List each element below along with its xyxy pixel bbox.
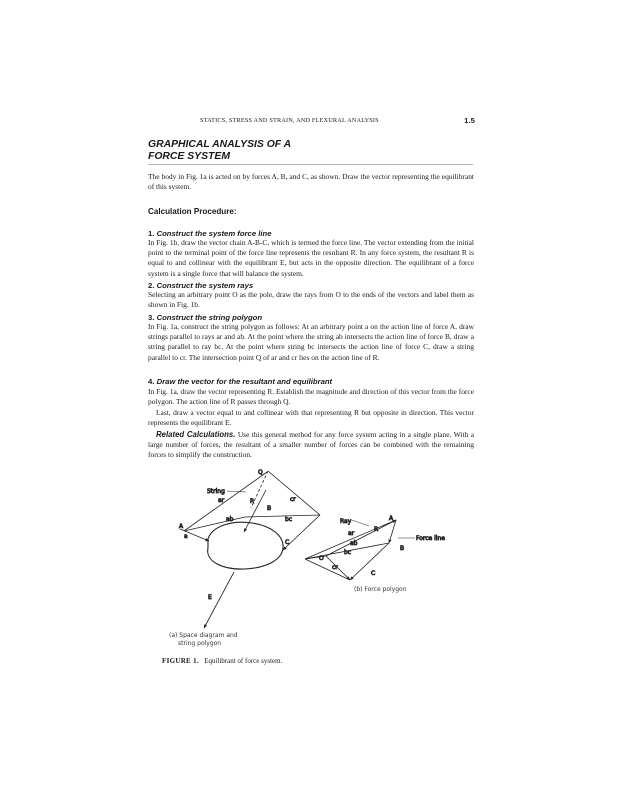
label-a: a [184,533,188,540]
label-poly-O: O [319,555,324,562]
label-poly-ab: ab [350,540,358,547]
label-ar: ar [218,497,225,504]
related-label: Related Calculations. [156,430,236,439]
string-ab [184,517,245,531]
step-3-number: 3. [148,313,155,322]
page-number: 1.5 [464,116,475,125]
caption-b: (b) Force polygon [354,586,407,593]
label-E: E [208,594,212,601]
ray-ar [326,520,396,556]
vector-R [326,556,350,580]
label-poly-bc: bc [344,549,352,556]
label-poly-A: A [389,515,394,522]
string-bc [245,515,320,517]
label-ab: ab [226,516,234,523]
label-ray: Ray [340,518,352,525]
step-2-title: Construct the system rays [156,281,254,290]
caption-a-line-2: string polygon [178,640,222,647]
ray-cr [305,559,350,580]
label-poly-ar: ar [348,530,355,537]
step-1-title: Construct the system force line [156,229,272,238]
intro-paragraph: The body in Fig. 1a is acted on by forces A, B, and C, as shown. Draw the vector representing the equilibrant of this system. [148,172,474,192]
caption-a-line-1: (a) Space diagram and [169,632,238,639]
title-rule [148,164,473,165]
step-1-body: In Fig. 1b, draw the vector chain A-B-C, which is termed the force line. The vector extending from the initial point to the terminal point of the force line represents the resultant R. In any force system, the resultant R is equal to and collinear with the equilibrant E, but acts in the opposite direction. The equilibrant of a force system is a single force that will balance the system. [148,238,474,278]
step-3-title: Construct the string polygon [156,313,263,322]
figure-caption-text: Equilibrant of force system. [204,657,283,665]
section-title-line-2: FORCE SYSTEM [148,151,230,162]
label-poly-R: R [374,526,379,533]
string-cr [268,471,320,515]
step-4-title: Draw the vector for the resultant and equilibrant [156,377,333,386]
ray-leader [352,520,369,526]
step-4-body-2 [148,408,474,428]
label-Q: Q [258,469,263,476]
vector-C [350,543,389,580]
step-4-body-2-text: Last, draw a vector equal to and collinear with that representing R but opposite in direction. This vector represents the equilibrant E. [148,408,474,428]
step-3-heading [148,313,262,322]
string-leader [227,491,246,492]
label-bc: bc [285,516,293,523]
step-2-number: 2. [148,281,155,290]
label-force-line: Force line [416,535,445,542]
label-poly-B: B [400,545,405,552]
step-2-body: Selecting an arbitrary point O as the pole, draw the rays from O to the ends of the vectors and label them as shown in Fig. 1b. [148,290,474,310]
space-diagram [179,469,320,628]
label-poly-C: C [371,570,376,577]
step-3-body: In Fig. 1a, construct the string polygon as follows: At an arbitrary point a on the action line of force A, draw strings parallel to rays ar and ab. At the point where the string ab intersects the action line of force B, draw a string parallel to ray bc. At the point where string bc intersects the action line of force C, draw a string parallel to cr. The intersection point Q of ar and cr lies on the action line of R. [148,322,474,362]
label-A: A [179,523,184,530]
label-C: C [285,539,290,546]
step-4-number: 4. [148,377,155,386]
section-title [148,139,291,163]
label-string: String [207,488,225,495]
step-2-heading [148,281,253,290]
related-calculations [148,430,474,461]
step-1-heading [148,229,271,238]
label-B: B [267,505,272,512]
label-cr: cr [290,496,296,503]
label-R: R [250,498,255,505]
force-polygon [305,515,445,580]
figure-caption [162,657,282,665]
section-title-line-1: GRAPHICAL ANALYSIS OF A [148,139,292,150]
step-4-heading [148,377,332,386]
step-4-body: In Fig. 1a, draw the vector representing R. Establish the magnitude and direction of this vector from the force polygon. The action line of R passes through Q. [148,387,474,407]
related-text: Use this general method for any force system acting in a single plane. With a large number of forces, the resultant of a smaller number of forces can be combined with the remaining forces to simplify the construction. [148,430,474,460]
procedure-heading: Calculation Procedure: [148,207,237,216]
label-poly-cr: cr [332,564,338,571]
running-title: STATICS, STRESS AND STRAIN, AND FLEXURAL ANALYSIS [200,117,379,124]
step-1-number: 1. [148,229,155,238]
figure-caption-label: FIGURE 1. [162,657,199,665]
figure-1 [160,468,460,654]
